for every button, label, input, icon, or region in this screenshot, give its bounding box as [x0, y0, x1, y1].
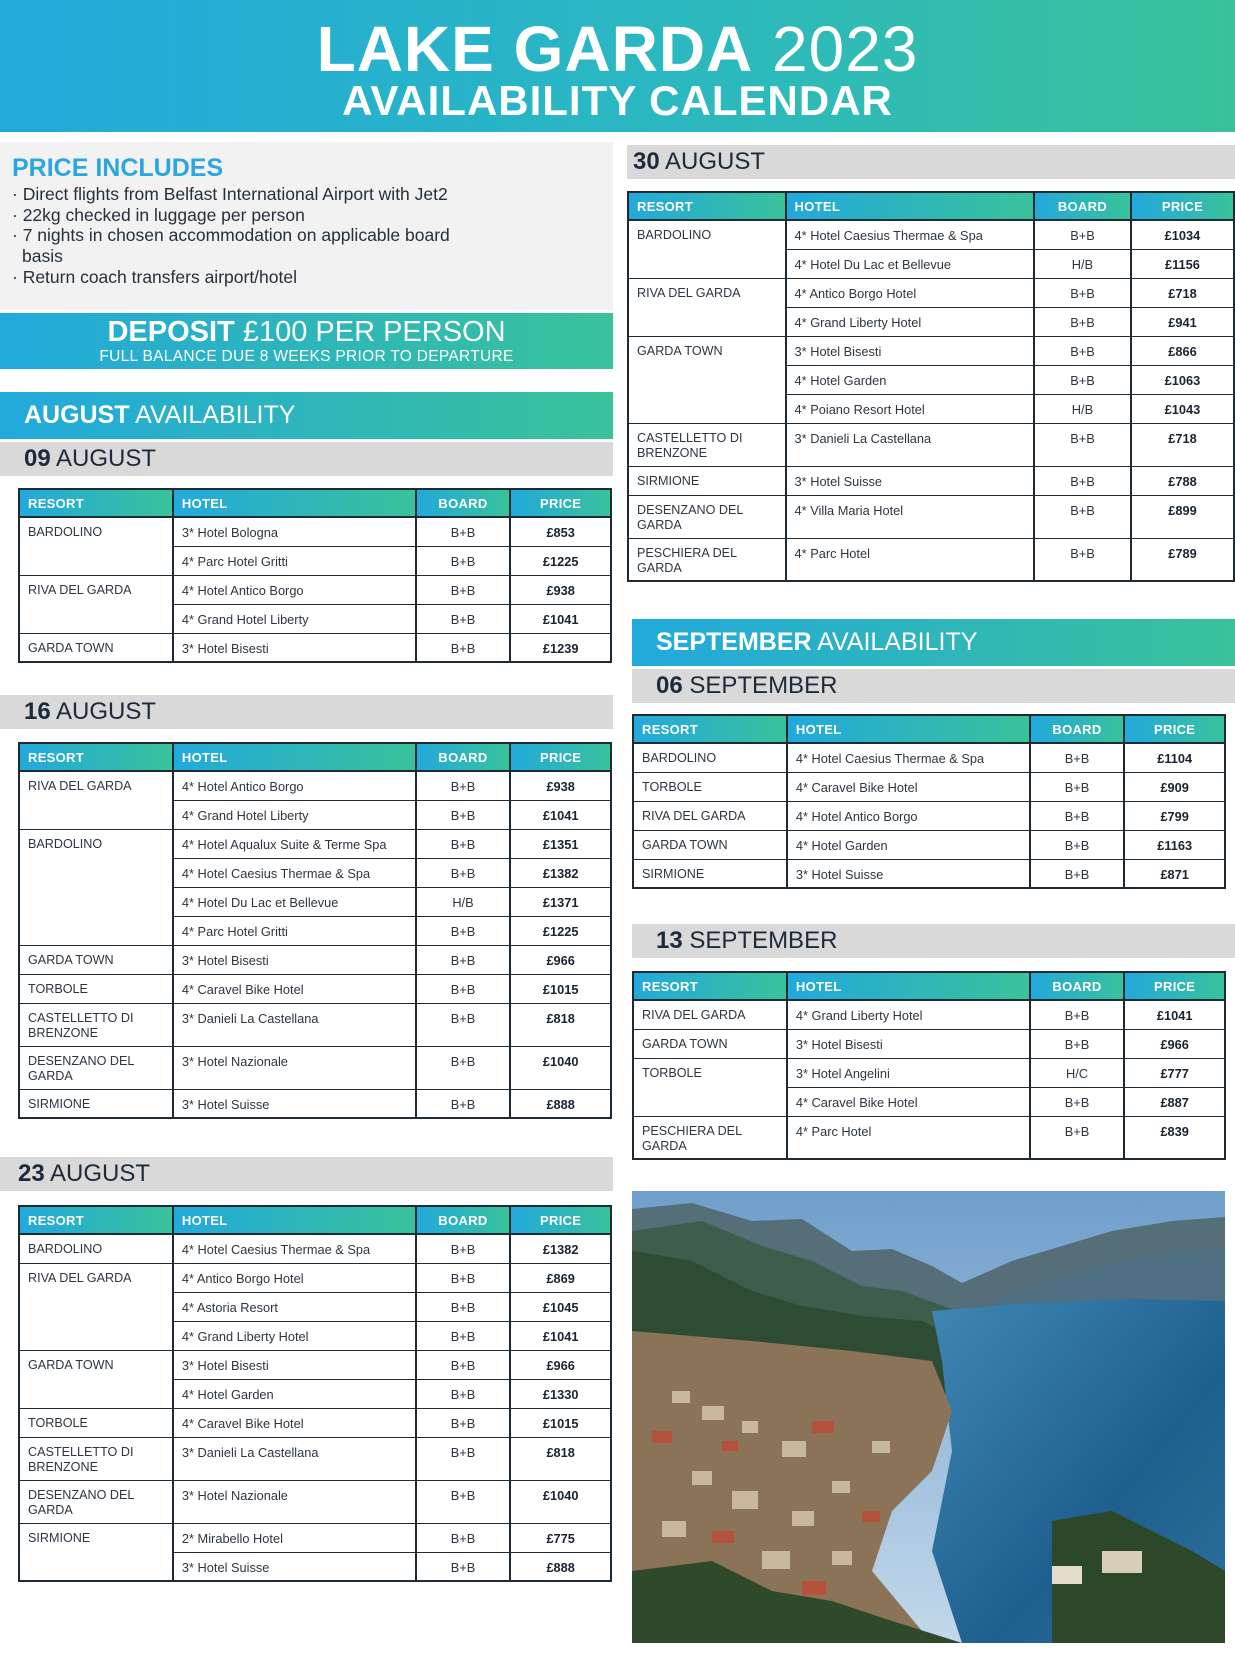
price-cell: £1382: [510, 1234, 611, 1263]
resort-cell: PESCHIERA DEL GARDA: [633, 1116, 787, 1159]
board-cell: B+B: [416, 633, 511, 662]
table-row: [19, 1089, 611, 1118]
price-cell: £1382: [510, 858, 611, 887]
hotel-cell: 4* Grand Liberty Hotel: [786, 307, 1034, 336]
table-header-row: [628, 192, 1234, 220]
board-cell: B+B: [416, 1234, 511, 1263]
board-cell: B+B: [416, 974, 511, 1003]
price-cell: £839: [1124, 1116, 1225, 1159]
price-cell: £1239: [510, 633, 611, 662]
board-cell: B+B: [416, 858, 511, 887]
board-cell: H/B: [1034, 249, 1131, 278]
price-cell: £871: [1124, 859, 1225, 888]
hotel-cell: 2* Mirabello Hotel: [173, 1523, 416, 1552]
board-cell: B+B: [416, 1046, 511, 1089]
table-row: [633, 772, 1225, 801]
hotel-cell: 4* Hotel Caesius Thermae & Spa: [786, 220, 1034, 249]
col-header-resort: RESORT: [19, 743, 173, 771]
resort-cell: SIRMIONE: [633, 859, 787, 888]
board-cell: B+B: [416, 1321, 511, 1350]
availability-table-30-august: [627, 191, 1235, 582]
price-cell: £1034: [1131, 220, 1234, 249]
hotel-cell: 3* Hotel Suisse: [786, 466, 1034, 495]
board-cell: B+B: [416, 771, 511, 800]
hotel-cell: 4* Caravel Bike Hotel: [787, 1087, 1030, 1116]
resort-cell: RIVA DEL GARDA: [633, 801, 787, 830]
board-cell: B+B: [1034, 495, 1131, 538]
board-cell: B+B: [416, 1350, 511, 1379]
table-row: [628, 220, 1234, 249]
price-cell: £1043: [1131, 394, 1234, 423]
hotel-cell: 4* Grand Liberty Hotel: [173, 1321, 416, 1350]
resort-cell: RIVA DEL GARDA: [19, 575, 173, 633]
resort-cell: SIRMIONE: [19, 1523, 173, 1581]
col-header-resort: RESORT: [628, 192, 786, 220]
col-header-board: BOARD: [416, 489, 511, 517]
list-item: · 22kg checked in luggage per person: [12, 204, 305, 225]
col-header-resort: RESORT: [19, 1206, 173, 1234]
hotel-cell: 4* Hotel Garden: [786, 365, 1034, 394]
price-cell: £1104: [1124, 743, 1225, 772]
price-includes-box: [0, 142, 613, 310]
col-header-price: PRICE: [1124, 715, 1225, 743]
price-cell: £1371: [510, 887, 611, 916]
hotel-cell: 4* Parc Hotel Gritti: [173, 546, 416, 575]
col-header-price: PRICE: [510, 489, 611, 517]
hotel-cell: 4* Hotel Aqualux Suite & Terme Spa: [173, 829, 416, 858]
resort-cell: DESENZANO DEL GARDA: [628, 495, 786, 538]
board-cell: B+B: [1030, 1000, 1125, 1029]
resort-cell: BARDOLINO: [633, 743, 787, 772]
price-cell: £1156: [1131, 249, 1234, 278]
resort-cell: TORBOLE: [633, 1058, 787, 1116]
board-cell: B+B: [416, 1292, 511, 1321]
price-cell: £899: [1131, 495, 1234, 538]
price-cell: £1225: [510, 546, 611, 575]
hotel-cell: 4* Parc Hotel: [787, 1116, 1030, 1159]
date-heading-13-september: 13 SEPTEMBER: [632, 924, 1235, 958]
table-row: [628, 538, 1234, 581]
hotel-cell: 4* Caravel Bike Hotel: [173, 1408, 416, 1437]
hotel-cell: 4* Hotel Garden: [787, 830, 1030, 859]
price-cell: £966: [510, 945, 611, 974]
price-cell: £966: [1124, 1029, 1225, 1058]
col-header-hotel: HOTEL: [787, 972, 1030, 1000]
hotel-cell: 4* Poiano Resort Hotel: [786, 394, 1034, 423]
col-header-price: PRICE: [510, 743, 611, 771]
hotel-cell: 4* Grand Hotel Liberty: [173, 800, 416, 829]
board-cell: B+B: [1030, 830, 1125, 859]
hotel-cell: 4* Antico Borgo Hotel: [786, 278, 1034, 307]
price-includes-title: PRICE INCLUDES: [12, 154, 224, 182]
board-cell: B+B: [1030, 859, 1125, 888]
table-row: [19, 1480, 611, 1523]
col-header-hotel: HOTEL: [787, 715, 1030, 743]
table-row: [628, 495, 1234, 538]
board-cell: B+B: [1030, 1029, 1125, 1058]
table-row: [19, 1046, 611, 1089]
table-row: [19, 517, 611, 546]
hotel-cell: 4* Parc Hotel: [786, 538, 1034, 581]
board-cell: B+B: [1034, 423, 1131, 466]
price-cell: £789: [1131, 538, 1234, 581]
resort-cell: BARDOLINO: [19, 1234, 173, 1263]
col-header-price: PRICE: [510, 1206, 611, 1234]
board-cell: B+B: [416, 546, 511, 575]
board-cell: B+B: [416, 1003, 511, 1046]
hotel-cell: 4* Hotel Caesius Thermae & Spa: [173, 858, 416, 887]
date-heading-06-september: 06 SEPTEMBER: [632, 669, 1235, 703]
table-row: [19, 1003, 611, 1046]
resort-cell: PESCHIERA DEL GARDA: [628, 538, 786, 581]
hotel-cell: 3* Danieli La Castellana: [173, 1437, 416, 1480]
hotel-cell: 3* Hotel Angelini: [787, 1058, 1030, 1087]
table-row: [19, 633, 611, 662]
hotel-cell: 4* Hotel Garden: [173, 1379, 416, 1408]
deposit-banner: [0, 313, 613, 369]
price-cell: £909: [1124, 772, 1225, 801]
board-cell: B+B: [416, 575, 511, 604]
resort-cell: DESENZANO DEL GARDA: [19, 1046, 173, 1089]
price-cell: £1041: [510, 1321, 611, 1350]
hotel-cell: 4* Antico Borgo Hotel: [173, 1263, 416, 1292]
table-row: [633, 1116, 1225, 1159]
price-cell: £1163: [1124, 830, 1225, 859]
price-cell: £966: [510, 1350, 611, 1379]
august-availability-heading: AUGUST AVAILABILITY: [0, 392, 613, 439]
price-cell: £799: [1124, 801, 1225, 830]
board-cell: H/B: [416, 887, 511, 916]
price-cell: £888: [510, 1089, 611, 1118]
date-heading-09-august: 09 AUGUST: [0, 442, 613, 476]
date-heading-30-august: 30 AUGUST: [627, 145, 1235, 179]
col-header-board: BOARD: [1030, 972, 1125, 1000]
price-cell: £718: [1131, 278, 1234, 307]
hotel-cell: 3* Hotel Bisesti: [173, 633, 416, 662]
resort-cell: GARDA TOWN: [19, 1350, 173, 1408]
resort-cell: BARDOLINO: [628, 220, 786, 278]
col-header-resort: RESORT: [19, 489, 173, 517]
board-cell: B+B: [416, 800, 511, 829]
resort-cell: TORBOLE: [19, 1408, 173, 1437]
board-cell: B+B: [1034, 307, 1131, 336]
col-header-resort: RESORT: [633, 972, 787, 1000]
september-availability-heading: SEPTEMBER AVAILABILITY: [632, 619, 1235, 666]
board-cell: B+B: [416, 1523, 511, 1552]
page-title: LAKE GARDA 2023: [316, 13, 919, 85]
board-cell: B+B: [416, 1408, 511, 1437]
hotel-cell: 3* Hotel Suisse: [787, 859, 1030, 888]
lake-garda-riva-aerial-photo: [632, 1191, 1225, 1643]
board-cell: B+B: [416, 1437, 511, 1480]
resort-cell: TORBOLE: [19, 974, 173, 1003]
board-cell: B+B: [416, 1379, 511, 1408]
price-cell: £788: [1131, 466, 1234, 495]
resort-cell: GARDA TOWN: [633, 830, 787, 859]
hotel-cell: 4* Caravel Bike Hotel: [173, 974, 416, 1003]
resort-cell: BARDOLINO: [19, 517, 173, 575]
resort-cell: RIVA DEL GARDA: [19, 1263, 173, 1350]
list-item: · Return coach transfers airport/hotel: [12, 266, 297, 287]
availability-table-09-august: [18, 488, 612, 663]
price-cell: £1015: [510, 974, 611, 1003]
price-cell: £1045: [510, 1292, 611, 1321]
table-row: [19, 1263, 611, 1292]
price-cell: £818: [510, 1003, 611, 1046]
table-row: [633, 859, 1225, 888]
table-row: [19, 829, 611, 858]
price-includes-list: [12, 184, 601, 288]
table-row: [19, 1523, 611, 1552]
col-header-price: PRICE: [1131, 192, 1234, 220]
resort-cell: RIVA DEL GARDA: [633, 1000, 787, 1029]
price-cell: £853: [510, 517, 611, 546]
col-header-resort: RESORT: [633, 715, 787, 743]
hotel-cell: 4* Caravel Bike Hotel: [787, 772, 1030, 801]
board-cell: B+B: [1034, 220, 1131, 249]
hotel-cell: 4* Hotel Antico Borgo: [787, 801, 1030, 830]
col-header-board: BOARD: [1034, 192, 1131, 220]
board-cell: B+B: [416, 945, 511, 974]
price-cell: £1041: [1124, 1000, 1225, 1029]
board-cell: B+B: [416, 829, 511, 858]
col-header-board: BOARD: [1030, 715, 1125, 743]
table-row: [628, 278, 1234, 307]
board-cell: B+B: [416, 1480, 511, 1523]
hotel-cell: 4* Hotel Caesius Thermae & Spa: [173, 1234, 416, 1263]
board-cell: B+B: [416, 517, 511, 546]
price-cell: £1330: [510, 1379, 611, 1408]
price-cell: £1225: [510, 916, 611, 945]
board-cell: B+B: [1030, 743, 1125, 772]
resort-cell: CASTELLETTO DI BRENZONE: [19, 1003, 173, 1046]
table-row: [19, 771, 611, 800]
price-cell: £777: [1124, 1058, 1225, 1087]
board-cell: H/C: [1030, 1058, 1125, 1087]
resort-cell: SIRMIONE: [628, 466, 786, 495]
col-header-hotel: HOTEL: [173, 743, 416, 771]
board-cell: B+B: [1034, 466, 1131, 495]
price-cell: £869: [510, 1263, 611, 1292]
board-cell: B+B: [1030, 1087, 1125, 1116]
price-cell: £1040: [510, 1480, 611, 1523]
table-row: [633, 1000, 1225, 1029]
price-cell: £941: [1131, 307, 1234, 336]
resort-cell: RIVA DEL GARDA: [628, 278, 786, 336]
resort-cell: CASTELLETTO DI BRENZONE: [19, 1437, 173, 1480]
hotel-cell: 4* Hotel Caesius Thermae & Spa: [787, 743, 1030, 772]
hotel-cell: 4* Villa Maria Hotel: [786, 495, 1034, 538]
price-cell: £938: [510, 575, 611, 604]
table-row: [633, 1058, 1225, 1087]
table-row: [633, 801, 1225, 830]
hotel-cell: 3* Hotel Nazionale: [173, 1480, 416, 1523]
price-cell: £888: [510, 1552, 611, 1581]
price-cell: £1041: [510, 604, 611, 633]
price-cell: £718: [1131, 423, 1234, 466]
hotel-cell: 3* Hotel Suisse: [173, 1089, 416, 1118]
col-header-board: BOARD: [416, 1206, 511, 1234]
availability-table-23-august: [18, 1205, 612, 1582]
header-banner: [0, 0, 1235, 132]
board-cell: B+B: [1030, 801, 1125, 830]
table-row: [633, 743, 1225, 772]
hotel-cell: 4* Grand Hotel Liberty: [173, 604, 416, 633]
board-cell: B+B: [1034, 278, 1131, 307]
hotel-cell: 3* Hotel Nazionale: [173, 1046, 416, 1089]
price-cell: £938: [510, 771, 611, 800]
col-header-board: BOARD: [416, 743, 511, 771]
page-subtitle: AVAILABILITY CALENDAR: [342, 77, 893, 124]
hotel-cell: 4* Hotel Du Lac et Bellevue: [786, 249, 1034, 278]
table-row: [19, 1408, 611, 1437]
table-row: [628, 466, 1234, 495]
board-cell: B+B: [416, 1263, 511, 1292]
col-header-price: PRICE: [1124, 972, 1225, 1000]
list-item: · Direct flights from Belfast International Airport with Jet2: [12, 184, 448, 204]
board-cell: B+B: [1034, 538, 1131, 581]
hotel-cell: 3* Danieli La Castellana: [173, 1003, 416, 1046]
hotel-cell: 3* Hotel Bisesti: [173, 1350, 416, 1379]
board-cell: B+B: [1030, 1116, 1125, 1159]
resort-cell: TORBOLE: [633, 772, 787, 801]
hotel-cell: 3* Danieli La Castellana: [786, 423, 1034, 466]
availability-table-16-august: [18, 742, 612, 1119]
resort-cell: SIRMIONE: [19, 1089, 173, 1118]
board-cell: B+B: [1030, 772, 1125, 801]
hotel-cell: 4* Hotel Antico Borgo: [173, 575, 416, 604]
resort-cell: GARDA TOWN: [628, 336, 786, 423]
table-header-row: [633, 972, 1225, 1000]
board-cell: B+B: [416, 1552, 511, 1581]
resort-cell: GARDA TOWN: [633, 1029, 787, 1058]
table-row: [19, 974, 611, 1003]
table-header-row: [633, 715, 1225, 743]
date-heading-23-august: 23 AUGUST: [0, 1157, 613, 1191]
col-header-hotel: HOTEL: [173, 489, 416, 517]
col-header-hotel: HOTEL: [173, 1206, 416, 1234]
resort-cell: BARDOLINO: [19, 829, 173, 945]
hotel-cell: 4* Hotel Du Lac et Bellevue: [173, 887, 416, 916]
table-row: [19, 1350, 611, 1379]
hotel-cell: 3* Hotel Bisesti: [173, 945, 416, 974]
resort-cell: GARDA TOWN: [19, 945, 173, 974]
list-item: · 7 nights in chosen accommodation on applicable board basis: [12, 225, 450, 267]
hotel-cell: 3* Hotel Bisesti: [786, 336, 1034, 365]
table-header-row: [19, 489, 611, 517]
hotel-cell: 4* Parc Hotel Gritti: [173, 916, 416, 945]
resort-cell: CASTELLETTO DI BRENZONE: [628, 423, 786, 466]
date-heading-16-august: 16 AUGUST: [0, 695, 613, 729]
hotel-cell: 4* Hotel Antico Borgo: [173, 771, 416, 800]
price-cell: £818: [510, 1437, 611, 1480]
price-cell: £775: [510, 1523, 611, 1552]
table-row: [19, 1234, 611, 1263]
table-row: [633, 830, 1225, 859]
table-row: [628, 336, 1234, 365]
board-cell: H/B: [1034, 394, 1131, 423]
price-cell: £1351: [510, 829, 611, 858]
deposit-note: FULL BALANCE DUE 8 WEEKS PRIOR TO DEPARTURE: [99, 348, 514, 365]
price-cell: £887: [1124, 1087, 1225, 1116]
table-row: [19, 945, 611, 974]
table-row: [19, 575, 611, 604]
board-cell: B+B: [416, 916, 511, 945]
price-cell: £866: [1131, 336, 1234, 365]
price-cell: £1041: [510, 800, 611, 829]
col-header-hotel: HOTEL: [786, 192, 1034, 220]
price-cell: £1063: [1131, 365, 1234, 394]
hotel-cell: 4* Grand Liberty Hotel: [787, 1000, 1030, 1029]
board-cell: B+B: [416, 604, 511, 633]
hotel-cell: 3* Hotel Bisesti: [787, 1029, 1030, 1058]
table-header-row: [19, 743, 611, 771]
availability-table-13-september: [632, 971, 1226, 1160]
table-row: [633, 1029, 1225, 1058]
table-row: [19, 1437, 611, 1480]
board-cell: B+B: [416, 1089, 511, 1118]
hotel-cell: 3* Hotel Bologna: [173, 517, 416, 546]
board-cell: B+B: [1034, 365, 1131, 394]
hotel-cell: 3* Hotel Suisse: [173, 1552, 416, 1581]
resort-cell: GARDA TOWN: [19, 633, 173, 662]
price-cell: £1015: [510, 1408, 611, 1437]
price-cell: £1040: [510, 1046, 611, 1089]
table-row: [628, 423, 1234, 466]
board-cell: B+B: [1034, 336, 1131, 365]
table-header-row: [19, 1206, 611, 1234]
hotel-cell: 4* Astoria Resort: [173, 1292, 416, 1321]
availability-table-06-september: [632, 714, 1226, 889]
resort-cell: DESENZANO DEL GARDA: [19, 1480, 173, 1523]
resort-cell: RIVA DEL GARDA: [19, 771, 173, 829]
lake-garda-photo: [632, 1191, 1225, 1643]
deposit-amount: DEPOSIT £100 PER PERSON: [107, 316, 506, 348]
